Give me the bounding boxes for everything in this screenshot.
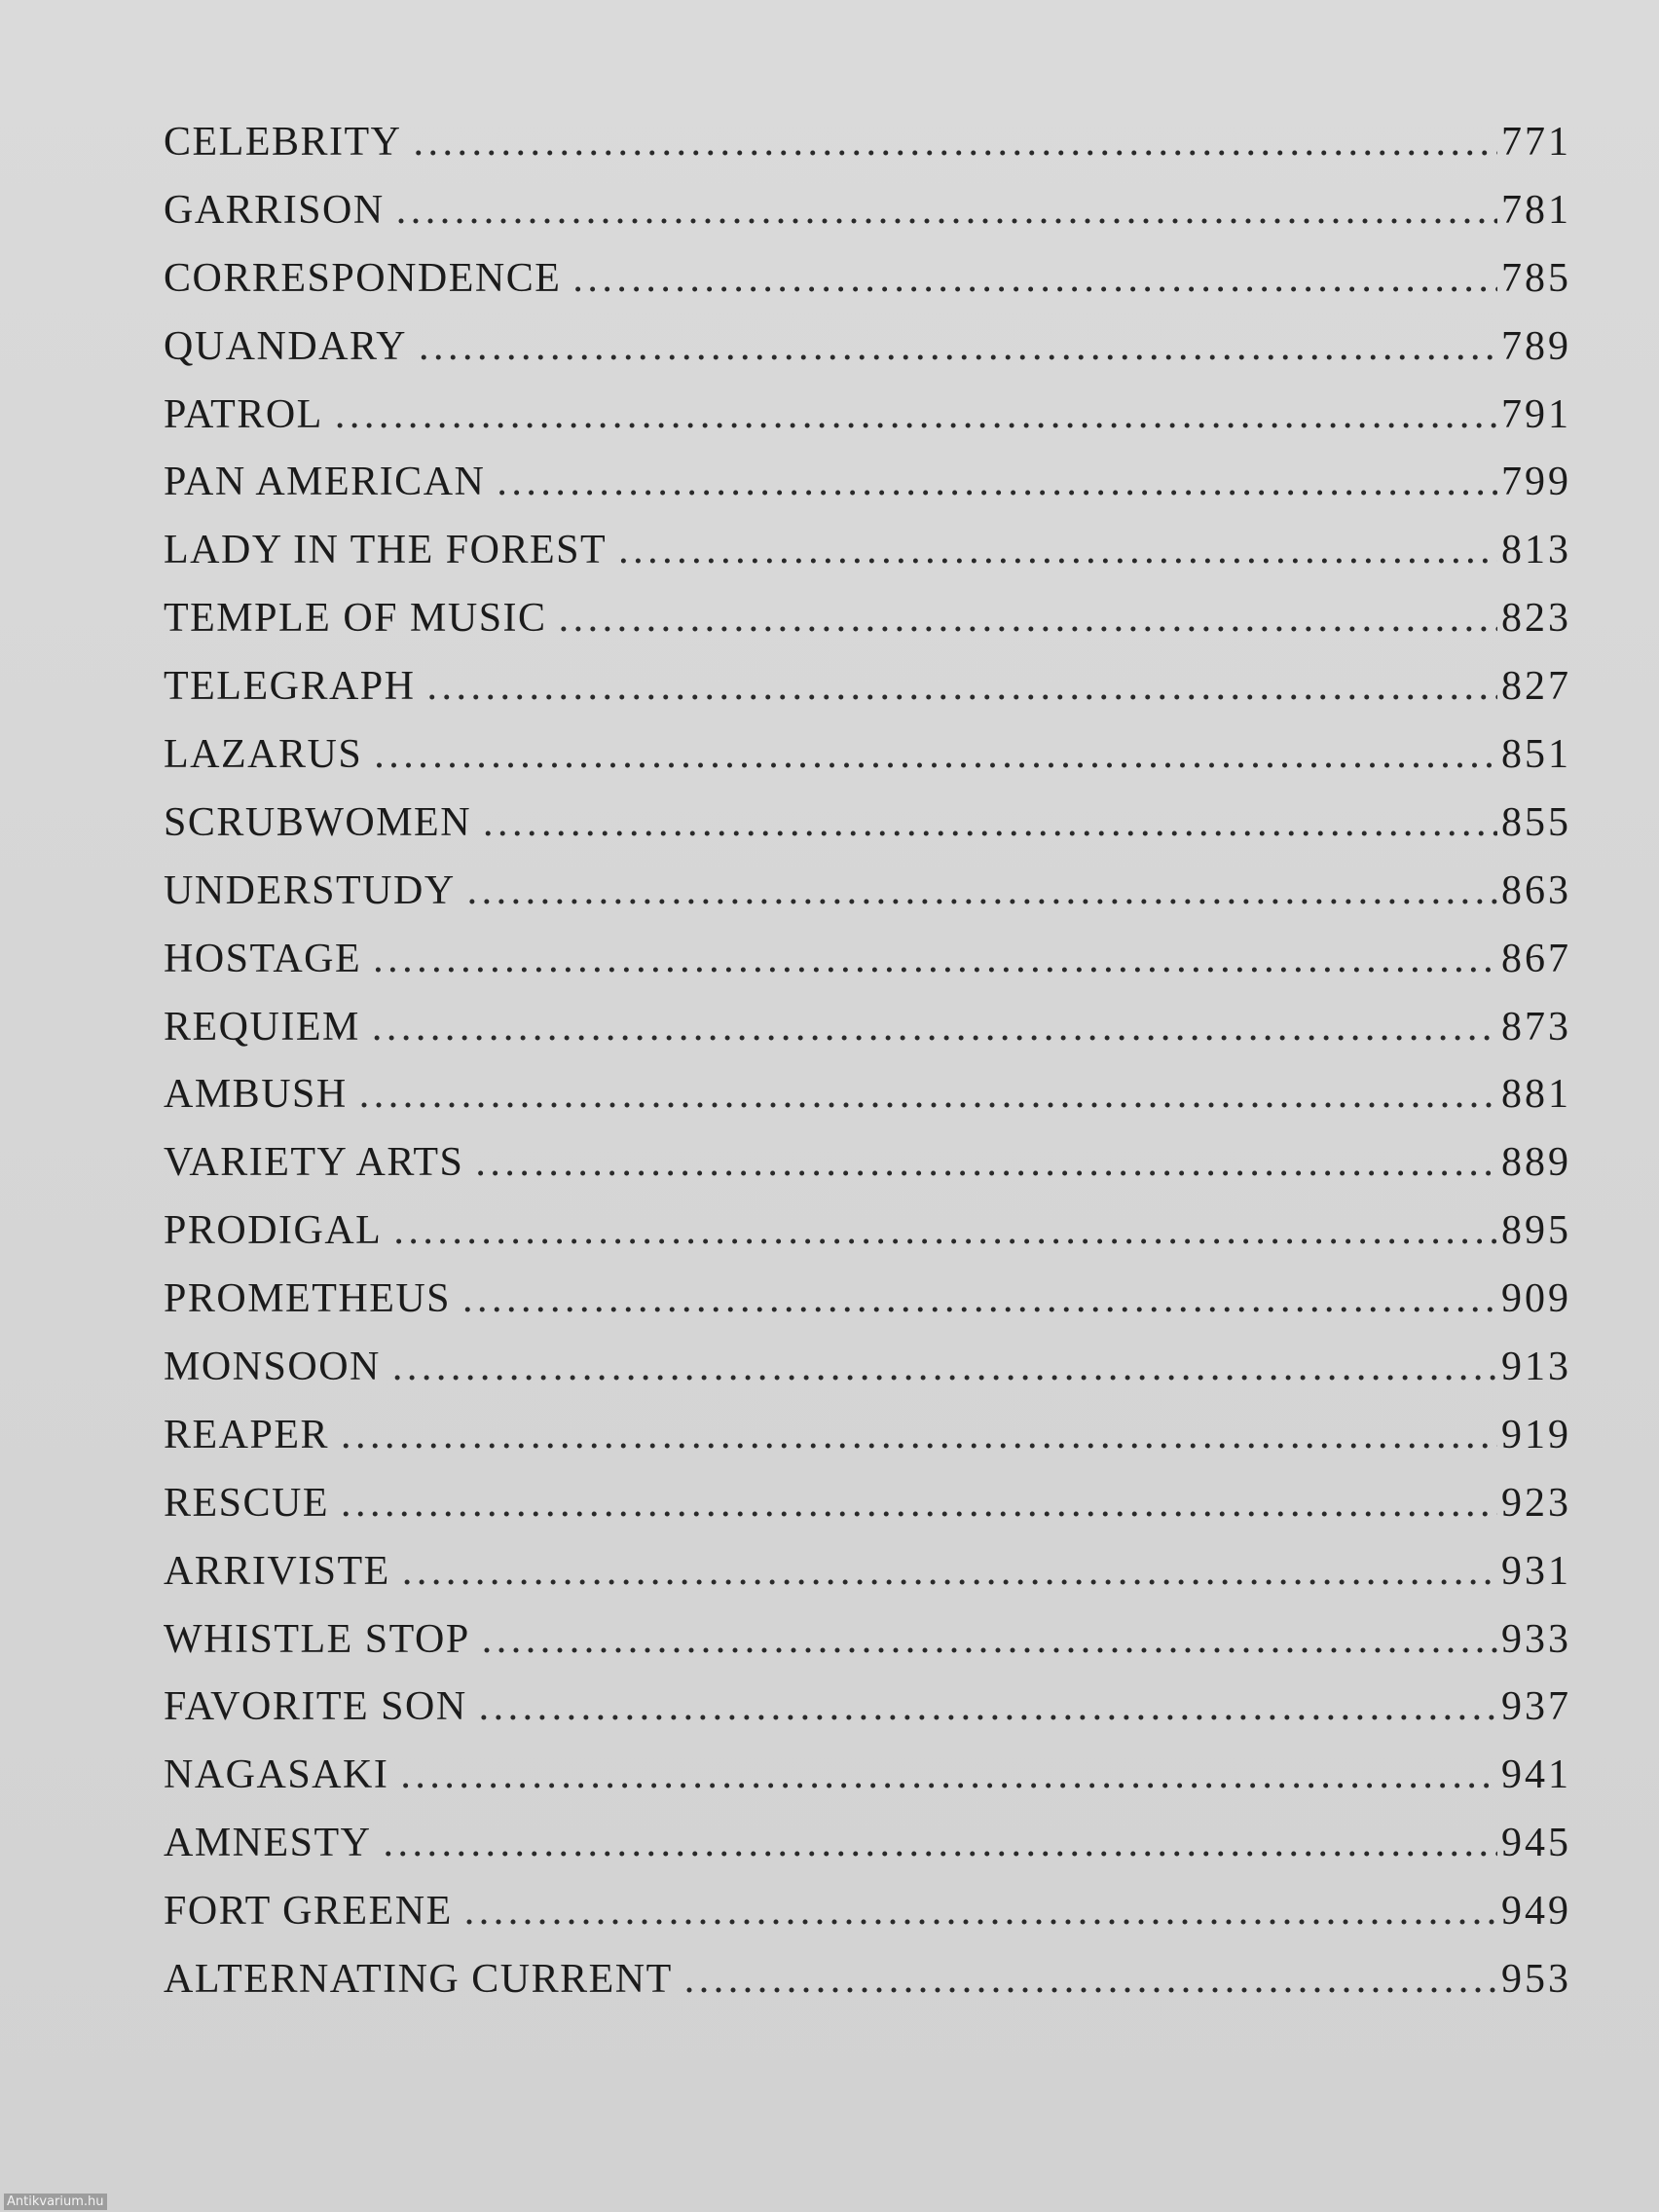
toc-entry-title: FORT GREENE: [164, 1889, 453, 1935]
toc-entry-page: 933: [1501, 1616, 1571, 1662]
dot-leader: [483, 799, 1497, 846]
dot-leader: [335, 391, 1497, 438]
toc-entry-page: 937: [1501, 1684, 1571, 1730]
toc-entry-page: 945: [1501, 1821, 1571, 1866]
toc-entry-page: 873: [1501, 1004, 1571, 1050]
dot-leader: [413, 119, 1497, 166]
dot-leader: [479, 1683, 1497, 1730]
toc-entry: [164, 1412, 1571, 1480]
toc-entry-title: TELEGRAPH: [164, 664, 416, 710]
toc-entry-title: PRODIGAL: [164, 1208, 383, 1254]
toc-entry-page: 855: [1501, 799, 1571, 845]
dot-leader: [482, 1616, 1497, 1663]
toc-entry-page: 949: [1501, 1889, 1571, 1935]
toc-entry-title: TEMPLE OF MUSIC: [164, 596, 547, 642]
toc-entry-title: REQUIEM: [164, 1004, 360, 1050]
toc-entry-title: RESCUE: [164, 1480, 330, 1526]
dot-leader: [341, 1480, 1497, 1527]
dot-leader: [497, 459, 1497, 505]
toc-entry: [164, 1820, 1571, 1888]
toc-entry: [164, 1207, 1571, 1275]
dot-leader: [392, 1344, 1497, 1390]
toc-entry: [164, 1071, 1571, 1139]
toc-entry-title: WHISTLE STOP: [164, 1616, 470, 1662]
toc-entry-title: CORRESPONDENCE: [164, 255, 562, 301]
toc-entry-title: ARRIVISTE: [164, 1548, 390, 1594]
toc-entry-title: PATROL: [164, 391, 323, 437]
toc-entry: [164, 1751, 1571, 1820]
toc-entry: [164, 459, 1571, 527]
toc-entry: [164, 731, 1571, 799]
dot-leader: [559, 595, 1497, 642]
toc-entry-title: NAGASAKI: [164, 1752, 389, 1798]
toc-entry-title: SCRUBWOMEN: [164, 799, 472, 845]
toc-entry-page: 863: [1501, 867, 1571, 913]
toc-entry: [164, 1616, 1571, 1684]
dot-leader: [467, 867, 1497, 914]
toc-entry-page: 881: [1501, 1072, 1571, 1118]
dot-leader: [373, 936, 1497, 982]
toc-entry-page: 895: [1501, 1208, 1571, 1254]
toc-entry: [164, 1888, 1571, 1956]
toc-entry-title: VARIETY ARTS: [164, 1140, 464, 1186]
toc-entry-title: HOSTAGE: [164, 936, 362, 981]
toc-entry-page: 785: [1501, 255, 1571, 301]
table-of-contents: [164, 119, 1571, 2024]
toc-entry-title: PAN AMERICAN: [164, 460, 486, 505]
toc-entry-title: LADY IN THE FOREST: [164, 528, 608, 573]
toc-entry-title: MONSOON: [164, 1345, 381, 1390]
toc-entry-title: QUANDARY: [164, 323, 408, 369]
toc-entry: [164, 187, 1571, 255]
toc-entry-page: 867: [1501, 936, 1571, 981]
toc-entry-page: 827: [1501, 664, 1571, 710]
toc-entry-page: 791: [1501, 391, 1571, 437]
toc-entry: [164, 255, 1571, 323]
toc-entry-page: 941: [1501, 1752, 1571, 1798]
toc-entry: [164, 527, 1571, 595]
toc-entry: [164, 391, 1571, 460]
toc-entry-title: FAVORITE SON: [164, 1684, 467, 1730]
dot-leader: [372, 1004, 1497, 1051]
dot-leader: [462, 1275, 1497, 1322]
toc-entry: [164, 1548, 1571, 1616]
toc-entry: [164, 595, 1571, 663]
toc-entry-page: 799: [1501, 460, 1571, 505]
toc-entry: [164, 1139, 1571, 1207]
dot-leader: [393, 1207, 1497, 1254]
toc-entry-page: 913: [1501, 1345, 1571, 1390]
toc-entry-page: 919: [1501, 1412, 1571, 1457]
toc-entry-page: 931: [1501, 1548, 1571, 1594]
toc-entry: [164, 323, 1571, 391]
toc-entry: [164, 1683, 1571, 1751]
toc-entry-page: 823: [1501, 596, 1571, 642]
dot-leader: [684, 1956, 1497, 2003]
toc-entry-page: 851: [1501, 732, 1571, 778]
dot-leader: [400, 1751, 1497, 1798]
toc-entry: [164, 799, 1571, 867]
toc-entry: [164, 1956, 1571, 2024]
dot-leader: [419, 323, 1497, 370]
toc-entry-title: ALTERNATING CURRENT: [164, 1957, 673, 2003]
toc-entry: [164, 1480, 1571, 1548]
toc-entry-title: REAPER: [164, 1412, 330, 1457]
toc-entry-title: UNDERSTUDY: [164, 867, 456, 913]
toc-entry: [164, 1275, 1571, 1344]
dot-leader: [384, 1820, 1497, 1866]
dot-leader: [341, 1412, 1497, 1458]
toc-entry: [164, 867, 1571, 936]
toc-entry-page: 813: [1501, 528, 1571, 573]
toc-entry-page: 771: [1501, 120, 1571, 165]
dot-leader: [475, 1139, 1497, 1186]
dot-leader: [402, 1548, 1497, 1595]
watermark-text: Antikvarium.hu: [4, 2194, 107, 2210]
dot-leader: [359, 1071, 1497, 1118]
toc-entry-title: PROMETHEUS: [164, 1276, 452, 1322]
toc-entry-page: 789: [1501, 323, 1571, 369]
toc-entry-title: LAZARUS: [164, 732, 363, 778]
dot-leader: [396, 187, 1497, 234]
dot-leader: [572, 255, 1497, 302]
toc-entry-title: GARRISON: [164, 187, 385, 233]
dot-leader: [464, 1888, 1497, 1935]
toc-entry-page: 953: [1501, 1957, 1571, 2003]
toc-entry-title: AMBUSH: [164, 1072, 348, 1118]
toc-entry-page: 909: [1501, 1276, 1571, 1322]
toc-entry: [164, 936, 1571, 1004]
toc-entry-title: CELEBRITY: [164, 120, 402, 165]
toc-entry: [164, 663, 1571, 731]
toc-entry: [164, 1344, 1571, 1412]
dot-leader: [618, 527, 1497, 573]
dot-leader: [374, 731, 1497, 778]
toc-entry-page: 781: [1501, 187, 1571, 233]
toc-entry-page: 923: [1501, 1480, 1571, 1526]
toc-entry-title: AMNESTY: [164, 1821, 372, 1866]
toc-entry-page: 889: [1501, 1140, 1571, 1186]
toc-entry: [164, 1004, 1571, 1072]
toc-entry: [164, 119, 1571, 187]
dot-leader: [427, 663, 1498, 710]
